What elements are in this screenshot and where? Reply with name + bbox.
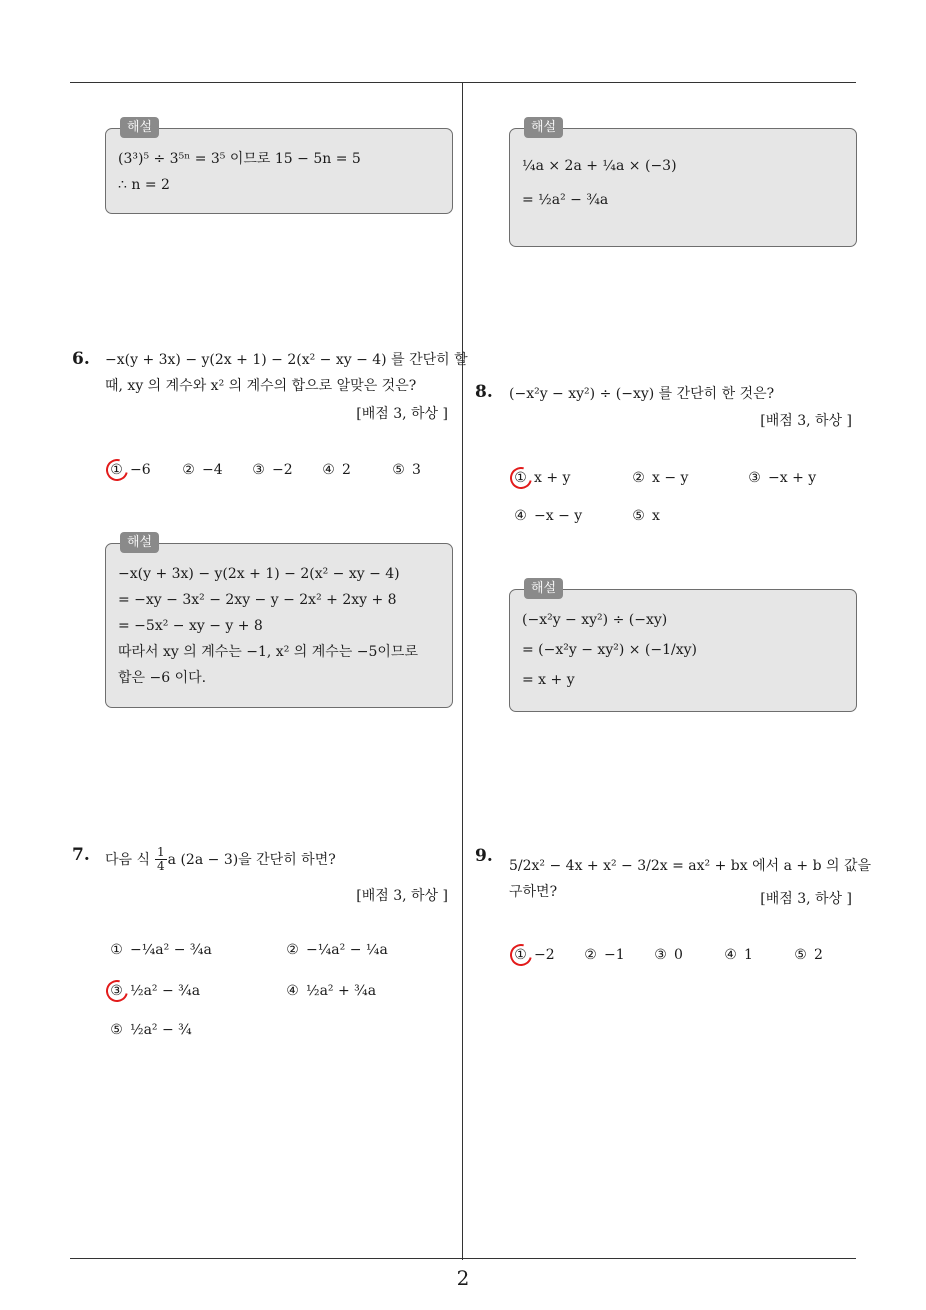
choice-number: ① bbox=[514, 470, 527, 486]
choice-text: 2 bbox=[814, 947, 823, 963]
choice-number: ② bbox=[584, 947, 597, 963]
choice-number: ⑤ bbox=[392, 462, 405, 478]
solution-box-q6 bbox=[105, 535, 453, 708]
solution-line: (−x²y − xy²) ÷ (−xy) bbox=[522, 612, 668, 628]
choice-text: x bbox=[652, 508, 660, 524]
question-text-suffix: a (2a − 3)을 간단히 하면? bbox=[167, 851, 336, 868]
choice-text: x + y bbox=[534, 470, 571, 486]
choice-option[interactable] bbox=[582, 947, 625, 963]
solution-box-q7 bbox=[509, 120, 857, 247]
solution-tag: 해설 bbox=[524, 117, 563, 138]
question-number: 8. bbox=[475, 382, 493, 402]
choice-number: ⑤ bbox=[110, 1022, 123, 1038]
choice-text: −6 bbox=[130, 462, 151, 478]
top-rule bbox=[70, 82, 856, 83]
question-text-line: (−x²y − xy²) ÷ (−xy) 를 간단히 한 것은? bbox=[509, 386, 775, 402]
choice-option[interactable] bbox=[108, 983, 200, 999]
solution-tag: 해설 bbox=[120, 532, 159, 553]
choice-option[interactable] bbox=[792, 947, 823, 963]
choice-option[interactable] bbox=[284, 983, 376, 999]
choice-number: ① bbox=[110, 462, 123, 478]
fraction-one-quarter: $\frac{1}{4}$ bbox=[157, 845, 165, 873]
choice-text: ½a² − ¾ bbox=[130, 1022, 192, 1038]
question-text bbox=[105, 347, 468, 399]
choice-number: ③ bbox=[654, 947, 667, 963]
choice-number: ③ bbox=[748, 470, 761, 486]
question-text-line: 때, xy 의 계수와 x² 의 계수의 합으로 알맞은 것은? bbox=[105, 378, 417, 394]
choice-text: 0 bbox=[674, 947, 683, 963]
choice-text: −x − y bbox=[534, 508, 583, 524]
choice-option[interactable] bbox=[512, 508, 582, 524]
choice-option[interactable] bbox=[284, 942, 388, 958]
choice-number: ③ bbox=[252, 462, 265, 478]
choice-option[interactable] bbox=[250, 462, 293, 478]
choice-text: −x + y bbox=[768, 470, 817, 486]
choice-number: ② bbox=[632, 470, 645, 486]
score-meta: [배점 3, 하상 ] bbox=[760, 413, 852, 429]
choice-number: ③ bbox=[110, 983, 123, 999]
choice-text: x − y bbox=[652, 470, 689, 486]
solution-tag: 해설 bbox=[524, 578, 563, 599]
choice-text: ½a² + ¾a bbox=[306, 983, 377, 999]
column-divider bbox=[462, 83, 463, 1260]
choice-option[interactable] bbox=[630, 508, 660, 524]
solution-line: = −xy − 3x² − 2xy − y − 2x² + 2xy + 8 bbox=[118, 592, 397, 608]
choice-option[interactable] bbox=[108, 462, 151, 478]
choice-number: ① bbox=[514, 947, 527, 963]
choice-option[interactable] bbox=[390, 462, 421, 478]
choice-number: ④ bbox=[322, 462, 335, 478]
choice-option[interactable] bbox=[180, 462, 223, 478]
choice-option[interactable] bbox=[512, 947, 555, 963]
choice-option[interactable] bbox=[652, 947, 683, 963]
solution-line: = ½a² − ¾a bbox=[522, 192, 609, 208]
question-text-line: −x(y + 3x) − y(2x + 1) − 2(x² − xy − 4) 를 간단히 할 bbox=[105, 352, 468, 368]
choice-text: −2 bbox=[272, 462, 293, 478]
solution-line: (3³)⁵ ÷ 3⁵ⁿ = 3⁵ 이므로 15 − 5n = 5 bbox=[118, 151, 361, 167]
question-number: 9. bbox=[475, 846, 493, 866]
choice-text: −2 bbox=[534, 947, 555, 963]
choice-text: 2 bbox=[342, 462, 351, 478]
choice-text: ½a² − ¾a bbox=[130, 983, 201, 999]
question-text bbox=[509, 381, 859, 407]
solution-tag: 해설 bbox=[120, 117, 159, 138]
score-meta: [배점 3, 하상 ] bbox=[356, 888, 448, 904]
bottom-rule bbox=[70, 1258, 856, 1259]
choice-text: 3 bbox=[412, 462, 421, 478]
solution-box-q5 bbox=[105, 120, 453, 214]
choice-number: ④ bbox=[514, 508, 527, 524]
solution-line: = x + y bbox=[522, 672, 575, 688]
solution-box-q8 bbox=[509, 581, 857, 712]
choice-number: ② bbox=[182, 462, 195, 478]
score-meta: [배점 3, 하상 ] bbox=[760, 891, 852, 907]
choice-option[interactable] bbox=[320, 462, 351, 478]
choice-number: ⑤ bbox=[794, 947, 807, 963]
solution-line: 합은 −6 이다. bbox=[118, 670, 207, 686]
solution-line: 따라서 xy 의 계수는 −1, x² 의 계수는 −5이므로 bbox=[118, 644, 418, 660]
question-text-prefix: 다음 식 bbox=[105, 851, 151, 868]
choice-option[interactable] bbox=[108, 1022, 192, 1038]
choice-option[interactable] bbox=[722, 947, 753, 963]
question-text bbox=[105, 846, 336, 873]
choice-text: −1 bbox=[604, 947, 625, 963]
choice-text: 1 bbox=[744, 947, 753, 963]
choice-option[interactable] bbox=[746, 470, 816, 486]
page-number: 2 bbox=[456, 1266, 470, 1290]
choice-option[interactable] bbox=[108, 942, 212, 958]
choice-text: −¼a² − ¾a bbox=[130, 942, 212, 958]
choice-number: ② bbox=[286, 942, 299, 958]
question-number: 7. bbox=[72, 845, 90, 865]
question-text-line: 구하면? bbox=[509, 884, 558, 900]
choice-number: ① bbox=[110, 942, 123, 958]
solution-line: = −5x² − xy − y + 8 bbox=[118, 618, 263, 634]
choice-text: −¼a² − ¼a bbox=[306, 942, 388, 958]
choice-option[interactable] bbox=[512, 470, 570, 486]
solution-line: ¼a × 2a + ¼a × (−3) bbox=[522, 158, 677, 174]
score-meta: [배점 3, 하상 ] bbox=[356, 406, 448, 422]
choice-number: ④ bbox=[286, 983, 299, 999]
choice-text: −4 bbox=[202, 462, 223, 478]
choice-option[interactable] bbox=[630, 470, 688, 486]
solution-line: = (−x²y − xy²) × (−1/xy) bbox=[522, 642, 698, 658]
question-text-line: 5/2x² − 4x + x² − 3/2x = ax² + bx 에서 a + b 의 값을 bbox=[509, 858, 872, 874]
choice-number: ④ bbox=[724, 947, 737, 963]
solution-line: −x(y + 3x) − y(2x + 1) − 2(x² − xy − 4) bbox=[118, 566, 400, 582]
solution-line: ∴ n = 2 bbox=[118, 177, 170, 193]
question-number: 6. bbox=[72, 349, 90, 369]
choice-number: ⑤ bbox=[632, 508, 645, 524]
